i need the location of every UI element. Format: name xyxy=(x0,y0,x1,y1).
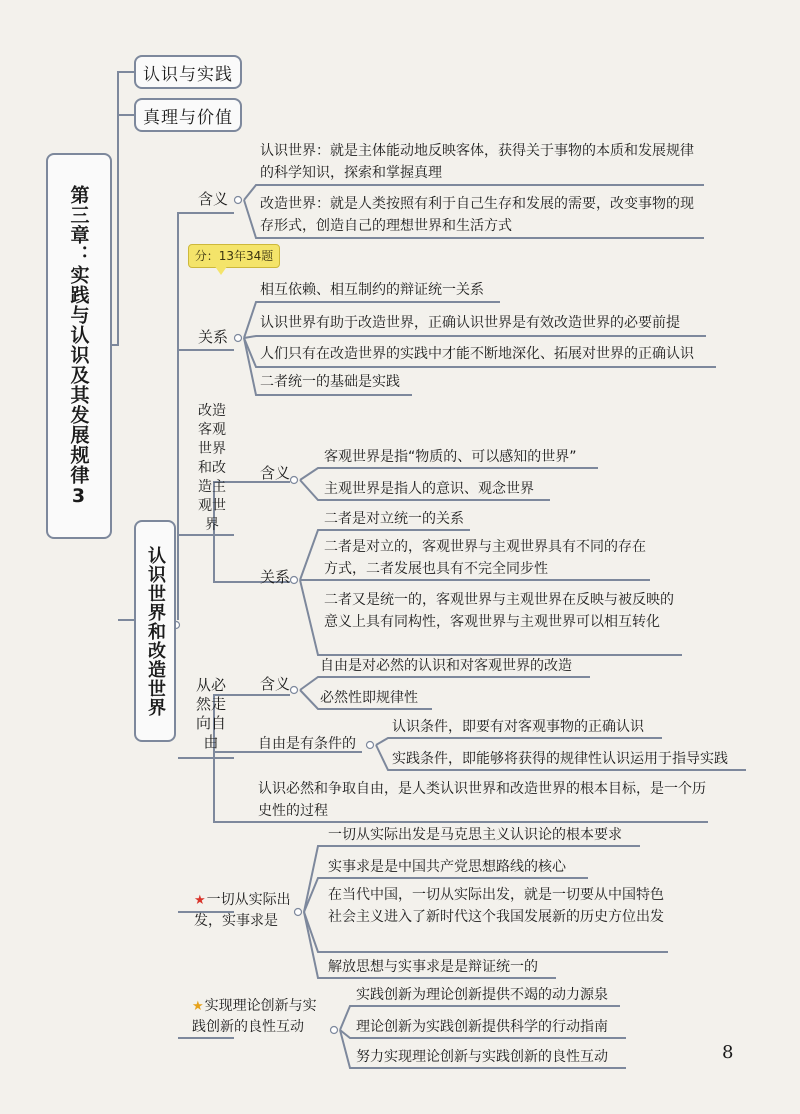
cognitive-condition-item: 认识条件，即要有对客观事物的正确认识 xyxy=(392,719,644,735)
star-icon: ★ xyxy=(194,893,206,908)
subjective-world-item: 主观世界是指人的意识、观念世界 xyxy=(324,481,534,497)
transform-relation-item-3: 二者又是统一的，客观世界与主观世界在反映与被反映的意义上具有同构性，客观世界与主观世界可以相互转化 xyxy=(324,592,674,630)
fact-label-text: 一切从实际出发，实事求是 xyxy=(194,892,291,929)
branch-world[interactable] xyxy=(134,520,176,742)
freedom-meaning-label[interactable]: 含义 xyxy=(260,675,291,693)
freedom-label[interactable]: 从必然走向自由 xyxy=(195,676,226,751)
fact-item-4: 解放思想与实事求是是辩证统一的 xyxy=(328,959,538,975)
fact-item-2: 实事求是是中国共产党思想路线的核心 xyxy=(328,859,566,875)
freedom-condition-label[interactable]: 自由是有条件的 xyxy=(258,736,356,752)
branch-truth-label: 真理与价值 xyxy=(143,107,233,128)
meaning-item-2: 改造世界：就是人类按照有利于自己生存和发展的需要，改变事物的现存形式，创造自己的理想世界和生活方式 xyxy=(260,196,694,234)
transform-relation-item-2: 二者是对立的，客观世界与主观世界具有不同的存在方式，二者发展也具有不完全同步性 xyxy=(324,539,646,577)
relation-item-4: 二者统一的基础是实践 xyxy=(260,374,400,390)
freedom-meaning-item-2: 必然性即规律性 xyxy=(320,690,418,706)
innovation-item-1: 实践创新为理论创新提供不竭的动力源泉 xyxy=(356,987,608,1003)
transform-label[interactable]: 改造客观世界和改造主观世界 xyxy=(198,403,226,533)
callout-tail xyxy=(214,265,228,275)
transform-relation-label[interactable]: 关系 xyxy=(260,568,291,586)
star-icon: ★ xyxy=(192,999,204,1014)
exam-callout: 分：13年34题 xyxy=(188,244,280,268)
innovation-item-3: 努力实现理论创新与实践创新的良性互动 xyxy=(356,1049,608,1065)
page-number: 8 xyxy=(722,1042,734,1063)
transform-relation-item-1: 二者是对立统一的关系 xyxy=(324,511,464,527)
objective-world-item: 客观世界是指“物质的、可以感知的世界” xyxy=(324,449,577,465)
fact-label[interactable] xyxy=(194,890,298,932)
freedom-goal-item: 认识必然和争取自由，是人类认识世界和改造世界的根本目标，是一个历史性的过程 xyxy=(258,781,706,819)
relation-label[interactable]: 关系 xyxy=(198,328,229,346)
freedom-meaning-item-1: 自由是对必然的认识和对客观世界的改造 xyxy=(320,658,572,674)
fact-item-1: 一切从实际出发是马克思主义认识论的根本要求 xyxy=(328,827,622,843)
branch-truth[interactable] xyxy=(134,98,242,132)
root-node[interactable] xyxy=(46,153,112,539)
branch-practice[interactable] xyxy=(134,55,242,89)
transform-meaning-label[interactable]: 含义 xyxy=(260,464,291,482)
relation-item-1: 相互依赖、相互制约的辩证统一关系 xyxy=(260,282,484,298)
branch-world-label: 认识世界和改造世界 xyxy=(145,545,166,717)
innovation-label-text: 实现理论创新与实践创新的良性互动 xyxy=(192,998,317,1035)
root-title: 第三章：实践与认识及其发展规律3 xyxy=(67,184,90,508)
innovation-label[interactable] xyxy=(192,996,330,1038)
meaning-label[interactable]: 含义 xyxy=(198,190,229,208)
branch-practice-label: 认识与实践 xyxy=(143,64,233,85)
fact-item-3: 在当代中国，一切从实际出发，就是一切要从中国特色社会主义进入了新时代这个我国发展新的历史方位出发 xyxy=(328,887,664,925)
relation-item-3: 人们只有在改造世界的实践中才能不断地深化、拓展对世界的正确认识 xyxy=(260,346,694,362)
relation-item-2: 认识世界有助于改造世界，正确认识世界是有效改造世界的必要前提 xyxy=(260,315,680,331)
innovation-item-2: 理论创新为实践创新提供科学的行动指南 xyxy=(356,1019,608,1035)
practical-condition-item: 实践条件，即能够将获得的规律性认识运用于指导实践 xyxy=(392,751,728,767)
meaning-item-1: 认识世界：就是主体能动地反映客体，获得关于事物的本质和发展规律的科学知识，探索和掌握真理 xyxy=(260,143,694,181)
